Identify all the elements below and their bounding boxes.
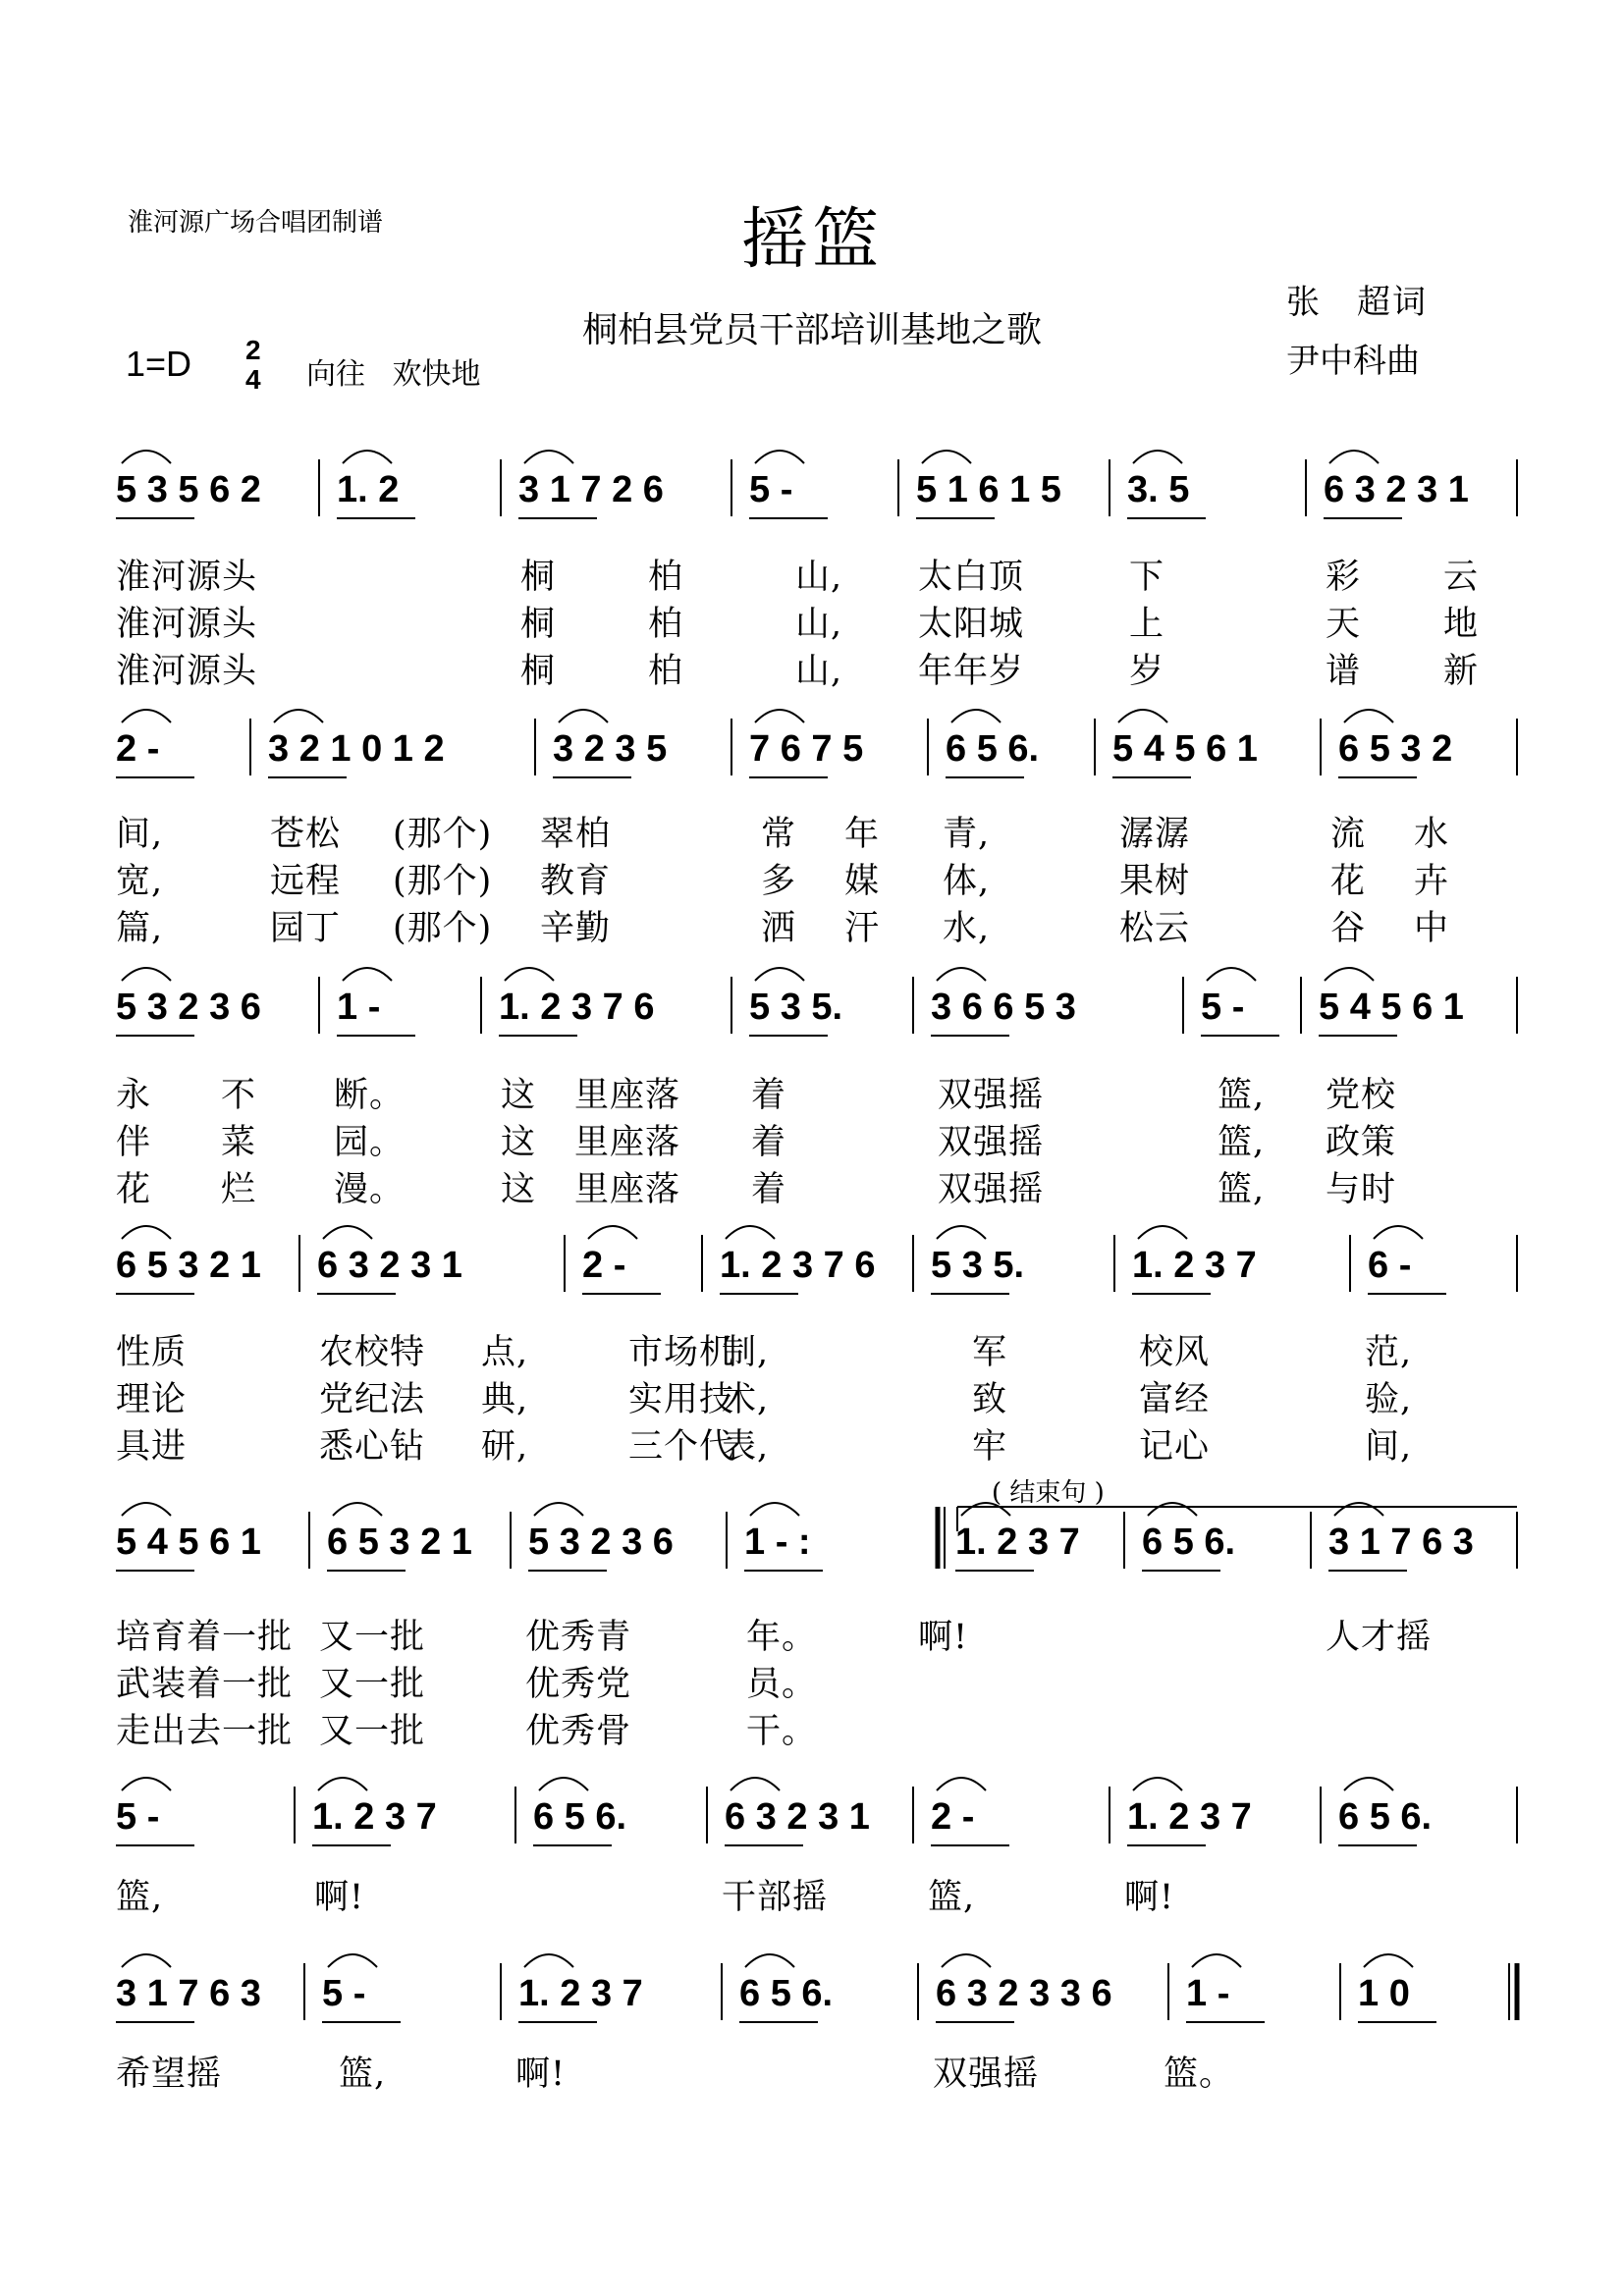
- measure-notes: 3 2 1 0 1 2: [268, 728, 445, 770]
- lyric-syllable: 彩: [1326, 558, 1362, 597]
- slur-arc: [323, 1226, 372, 1239]
- measure-notes: 5 -: [116, 1796, 160, 1838]
- lyric-syllable: 篮,: [1218, 1123, 1266, 1162]
- lyric-syllable: 党校: [1326, 1076, 1397, 1115]
- slur-arc: [1334, 1503, 1383, 1516]
- lyric-syllable: 军: [972, 1333, 1008, 1372]
- tempo-marking: 向往 欢快地: [306, 357, 481, 392]
- lyric-syllable: 三个代: [628, 1427, 735, 1467]
- slur-arc: [1364, 1954, 1413, 1967]
- lyric-syllable: 牢: [972, 1427, 1008, 1467]
- slur-arc: [942, 1954, 991, 1967]
- lyric-syllable: 谷: [1330, 909, 1367, 948]
- lyric-syllable: 淮河源头: [116, 605, 258, 644]
- measure-notes: 5 1 6 1 5: [916, 469, 1061, 510]
- slur-arc: [343, 968, 392, 981]
- lyric-syllable: 桐: [520, 605, 557, 644]
- lyric-syllable: 体,: [943, 862, 991, 901]
- measure-notes: 1 - :: [744, 1522, 811, 1563]
- lyric-syllable: 里座落: [574, 1076, 681, 1115]
- slur-arc: [122, 451, 171, 463]
- lyric-syllable: 山,: [795, 652, 843, 691]
- slur-arc: [937, 1226, 986, 1239]
- slur-arc: [1344, 1778, 1393, 1790]
- measure-notes: 1. 2 3 7 6: [720, 1245, 876, 1286]
- lyric-syllable: 苍松: [270, 815, 342, 854]
- slur-arc: [122, 1226, 171, 1239]
- measure-notes: 6 5 3 2 1: [327, 1522, 472, 1563]
- slur-arc: [755, 968, 804, 981]
- slur-arc: [588, 1226, 637, 1239]
- lyric-syllable: 青,: [943, 815, 991, 854]
- measure-notes: 6 5 6.: [1338, 1796, 1433, 1838]
- lyric-syllable: 这: [501, 1123, 537, 1162]
- lyric-syllable: 这: [501, 1076, 537, 1115]
- lyric-syllable: 伴: [116, 1123, 152, 1162]
- lyric-syllable: 着: [751, 1076, 787, 1115]
- lyric-syllable: (那个): [393, 862, 493, 901]
- lyric-syllable: 武装着一批: [116, 1665, 294, 1704]
- lyric-syllable: 典,: [481, 1380, 529, 1419]
- lyric-syllable: 多: [761, 862, 797, 901]
- slur-arc: [333, 1503, 382, 1516]
- lyric-syllable: 市场机: [628, 1333, 735, 1372]
- lyric-syllable: 人才摇: [1326, 1618, 1433, 1657]
- lyric-syllable: 中: [1414, 909, 1450, 948]
- lyric-syllable: 干部摇: [722, 1878, 829, 1917]
- lyric-syllable: 漫。: [334, 1170, 406, 1209]
- slur-arc: [937, 1778, 986, 1790]
- lyric-syllable: 云: [1443, 558, 1480, 597]
- song-title: 摇篮: [740, 201, 883, 279]
- slur-arc: [726, 1226, 775, 1239]
- lyric-syllable: 柏: [648, 652, 684, 691]
- measure-notes: 6 5 6.: [533, 1796, 627, 1838]
- measure-notes: 5 3 5 6 2: [116, 469, 261, 510]
- measure-notes: 3 1 7 6 3: [116, 1973, 261, 2014]
- lyric-syllable: 培育着一批: [116, 1618, 294, 1657]
- song-subtitle: 桐柏县党员干部培训基地之歌: [581, 310, 1042, 350]
- lyric-syllable: 不: [221, 1076, 257, 1115]
- lyric-syllable: 天: [1326, 605, 1362, 644]
- lyric-syllable: 汗: [844, 909, 881, 948]
- lyric-syllable: 常: [761, 815, 797, 854]
- measure-notes: 5 4 5 6 1: [1112, 728, 1258, 770]
- lyric-syllable: 上: [1129, 605, 1165, 644]
- measure-notes: 6 5 6.: [946, 728, 1040, 770]
- lyric-syllable: 教育: [540, 862, 612, 901]
- lyric-syllable: 实用技: [628, 1380, 735, 1419]
- lyric-syllable: 菜: [221, 1123, 257, 1162]
- lyric-syllable: (那个): [393, 909, 493, 948]
- time-signature-top: 2: [245, 335, 261, 365]
- lyric-syllable: 性质: [116, 1333, 188, 1372]
- lyric-syllable: 花: [1330, 862, 1367, 901]
- slur-arc: [122, 968, 171, 981]
- slur-arc: [122, 1503, 171, 1516]
- lyric-syllable: 太白顶: [918, 558, 1025, 597]
- lyric-syllable: 悉心钻: [319, 1427, 426, 1467]
- lyric-syllable: 谱: [1326, 652, 1362, 691]
- slur-arc: [524, 1954, 573, 1967]
- lyric-syllable: 制,: [722, 1333, 770, 1372]
- measure-notes: 6 3 2 3 1: [1324, 469, 1469, 510]
- lyric-syllable: 篮,: [1218, 1076, 1266, 1115]
- slur-arc: [318, 1778, 367, 1790]
- slur-arc: [1133, 451, 1182, 463]
- slur-arc: [1148, 1503, 1197, 1516]
- lyric-syllable: 啊!: [515, 2055, 567, 2094]
- slur-arc: [1138, 1226, 1187, 1239]
- slur-arc: [1374, 1226, 1423, 1239]
- measure-notes: 5 3 2 3 6: [528, 1522, 674, 1563]
- measure-notes: 3 2 3 5: [553, 728, 668, 770]
- slur-arc: [951, 710, 1001, 722]
- lyricist-credit: 张 超词: [1286, 283, 1428, 322]
- lyric-syllable: 又一批: [319, 1665, 426, 1704]
- lyric-syllable: 又一批: [319, 1618, 426, 1657]
- slur-arc: [539, 1778, 588, 1790]
- slur-arc: [750, 1503, 799, 1516]
- lyric-syllable: 着: [751, 1170, 787, 1209]
- lyric-syllable: 松云: [1119, 909, 1191, 948]
- lyric-syllable: 洒: [761, 909, 797, 948]
- lyric-syllable: 园。: [334, 1123, 406, 1162]
- lyric-syllable: 术,: [722, 1380, 770, 1419]
- measure-notes: 6 -: [1368, 1245, 1412, 1286]
- lyric-syllable: 表,: [722, 1427, 770, 1467]
- lyric-syllable: 干。: [746, 1712, 818, 1751]
- lyric-syllable: 希望摇: [116, 2055, 223, 2094]
- measure-notes: 7 6 7 5: [749, 728, 864, 770]
- lyric-syllable: 富经: [1139, 1380, 1211, 1419]
- lyric-syllable: 优秀党: [525, 1665, 632, 1704]
- slur-arc: [1329, 451, 1379, 463]
- lyric-syllable: 年年岁: [918, 652, 1025, 691]
- lyric-syllable: 记心: [1139, 1427, 1211, 1467]
- lyric-syllable: 水,: [943, 909, 991, 948]
- slur-arc: [745, 1954, 794, 1967]
- key-signature: 1=D: [126, 344, 192, 384]
- lyric-syllable: 里座落: [574, 1170, 681, 1209]
- lyric-syllable: 啊!: [918, 1618, 969, 1657]
- lyric-syllable: 地: [1443, 605, 1480, 644]
- measure-notes: 1 0: [1358, 1973, 1410, 2014]
- measure-notes: 6 3 2 3 3 6: [936, 1973, 1112, 2014]
- lyric-syllable: 与时: [1326, 1170, 1397, 1209]
- lyric-syllable: 流: [1330, 815, 1367, 854]
- measure-notes: 1 -: [337, 987, 381, 1028]
- lyric-syllable: 间,: [1365, 1427, 1413, 1467]
- lyric-syllable: 这: [501, 1170, 537, 1209]
- lyric-syllable: 下: [1129, 558, 1165, 597]
- lyric-syllable: 具进: [116, 1427, 188, 1467]
- lyric-syllable: (那个): [393, 815, 493, 854]
- measure-notes: 5 3 2 3 6: [116, 987, 261, 1028]
- lyric-syllable: 新: [1443, 652, 1480, 691]
- lyric-syllable: 太阳城: [918, 605, 1025, 644]
- measure-notes: 3 6 6 5 3: [931, 987, 1076, 1028]
- lyric-syllable: 淮河源头: [116, 652, 258, 691]
- slur-arc: [122, 1954, 171, 1967]
- measure-notes: 6 5 3 2: [1338, 728, 1453, 770]
- measure-notes: 5 3 5.: [749, 987, 843, 1028]
- lyric-syllable: 验,: [1365, 1380, 1413, 1419]
- lyric-syllable: 间,: [116, 815, 164, 854]
- measure-notes: 5 4 5 6 1: [1319, 987, 1464, 1028]
- slur-arc: [922, 451, 971, 463]
- measure-notes: 1. 2 3 7: [1127, 1796, 1252, 1838]
- lyric-syllable: 花: [116, 1170, 152, 1209]
- lyric-syllable: 篮,: [928, 1878, 976, 1917]
- measure-notes: 5 -: [749, 469, 793, 510]
- lyric-syllable: 辛勤: [540, 909, 612, 948]
- lyric-syllable: 校风: [1139, 1333, 1211, 1372]
- lyric-syllable: 篮,: [116, 1878, 164, 1917]
- lyric-syllable: 研,: [481, 1427, 529, 1467]
- lyric-syllable: 着: [751, 1123, 787, 1162]
- measure-notes: 5 4 5 6 1: [116, 1522, 261, 1563]
- composer-credit: 尹中科曲: [1286, 342, 1420, 381]
- time-signature-bottom: 4: [245, 364, 261, 395]
- lyric-syllable: 致: [972, 1380, 1008, 1419]
- lyric-syllable: 卉: [1414, 862, 1450, 901]
- lyric-syllable: 啊!: [1124, 1878, 1175, 1917]
- lyric-syllable: 里座落: [574, 1123, 681, 1162]
- measure-notes: 1. 2 3 7: [312, 1796, 437, 1838]
- slur-arc: [937, 968, 986, 981]
- lyric-syllable: 山,: [795, 605, 843, 644]
- lyric-syllable: 永: [116, 1076, 152, 1115]
- lyric-syllable: 翠柏: [540, 815, 612, 854]
- slur-arc: [559, 710, 608, 722]
- lyric-syllable: 双强摇: [938, 1170, 1045, 1209]
- measure-notes: 1 -: [1186, 1973, 1230, 2014]
- lyric-syllable: 烂: [221, 1170, 257, 1209]
- lyric-syllable: 篮,: [339, 2055, 387, 2094]
- lyric-syllable: 果树: [1119, 862, 1191, 901]
- measure-notes: 6 5 6.: [1142, 1522, 1236, 1563]
- lyric-syllable: 柏: [648, 558, 684, 597]
- measure-notes: 6 3 2 3 1: [317, 1245, 462, 1286]
- lyric-syllable: 农校特: [319, 1333, 426, 1372]
- lyric-syllable: 潺潺: [1119, 815, 1191, 854]
- measure-notes: 1. 2: [337, 469, 400, 510]
- slur-arc: [274, 710, 323, 722]
- slur-arc: [755, 710, 804, 722]
- lyric-syllable: 年。: [746, 1618, 818, 1657]
- lyric-syllable: 篮,: [1218, 1170, 1266, 1209]
- lyric-syllable: 点,: [481, 1333, 529, 1372]
- lyric-syllable: 山,: [795, 558, 843, 597]
- lyric-syllable: 篮。: [1164, 2055, 1235, 2094]
- slur-arc: [961, 1503, 1010, 1516]
- lyric-syllable: 优秀青: [525, 1618, 632, 1657]
- slur-arc: [1344, 710, 1393, 722]
- lyric-syllable: 范,: [1365, 1333, 1413, 1372]
- lyric-syllable: 园丁: [270, 909, 342, 948]
- lyric-syllable: 双强摇: [938, 1076, 1045, 1115]
- lyric-syllable: 员。: [746, 1665, 818, 1704]
- slur-arc: [731, 1778, 780, 1790]
- measure-notes: 3 1 7 2 6: [518, 469, 664, 510]
- lyric-syllable: 又一批: [319, 1712, 426, 1751]
- lyric-syllable: 宽,: [116, 862, 164, 901]
- lyric-syllable: 媒: [844, 862, 881, 901]
- slur-arc: [1325, 968, 1374, 981]
- measure-notes: 3. 5: [1127, 469, 1190, 510]
- lyric-syllable: 双强摇: [938, 1123, 1045, 1162]
- measure-notes: 5 -: [1201, 987, 1245, 1028]
- slur-arc: [534, 1503, 583, 1516]
- lyric-syllable: 篇,: [116, 909, 164, 948]
- lyric-syllable: 政策: [1326, 1123, 1397, 1162]
- measure-notes: 2 -: [116, 728, 160, 770]
- slur-arc: [505, 968, 554, 981]
- lyric-syllable: 远程: [270, 862, 342, 901]
- measure-notes: 3 1 7 6 3: [1328, 1522, 1474, 1563]
- lyric-syllable: 年: [844, 815, 881, 854]
- lyric-syllable: 理论: [116, 1380, 188, 1419]
- lyric-syllable: 优秀骨: [525, 1712, 632, 1751]
- lyric-syllable: 水: [1414, 815, 1450, 854]
- slur-arc: [328, 1954, 377, 1967]
- slur-arc: [755, 451, 804, 463]
- slur-arc: [1118, 710, 1167, 722]
- lyric-syllable: 双强摇: [933, 2055, 1040, 2094]
- measure-notes: 5 -: [322, 1973, 366, 2014]
- lyric-syllable: 桐: [520, 558, 557, 597]
- arranger-credit: 淮河源广场合唱团制谱: [128, 208, 384, 238]
- measure-notes: 2 -: [582, 1245, 626, 1286]
- slur-arc: [1133, 1778, 1182, 1790]
- measure-notes: 6 3 2 3 1: [725, 1796, 870, 1838]
- measure-notes: 1. 2 3 7: [1132, 1245, 1257, 1286]
- measure-notes: 1. 2 3 7 6: [499, 987, 655, 1028]
- lyric-syllable: 啊!: [314, 1878, 365, 1917]
- measure-notes: 6 5 3 2 1: [116, 1245, 261, 1286]
- slur-arc: [524, 451, 573, 463]
- measure-notes: 5 3 5.: [931, 1245, 1025, 1286]
- lyric-syllable: 走出去一批: [116, 1712, 294, 1751]
- measure-notes: 6 5 6.: [739, 1973, 834, 2014]
- lyric-syllable: 淮河源头: [116, 558, 258, 597]
- lyric-syllable: 柏: [648, 605, 684, 644]
- slur-arc: [1207, 968, 1256, 981]
- measure-notes: 1. 2 3 7: [518, 1973, 643, 2014]
- lyric-syllable: 岁: [1129, 652, 1165, 691]
- lyric-syllable: 党纪法: [319, 1380, 426, 1419]
- slur-arc: [122, 710, 171, 722]
- ending-annotation: ( 结束句 ): [992, 1478, 1105, 1508]
- measure-notes: 1. 2 3 7: [955, 1522, 1080, 1563]
- lyric-syllable: 断。: [334, 1076, 406, 1115]
- lyric-syllable: 桐: [520, 652, 557, 691]
- slur-arc: [1192, 1954, 1241, 1967]
- slur-arc: [343, 451, 392, 463]
- slur-arc: [122, 1778, 171, 1790]
- measure-notes: 2 -: [931, 1796, 975, 1838]
